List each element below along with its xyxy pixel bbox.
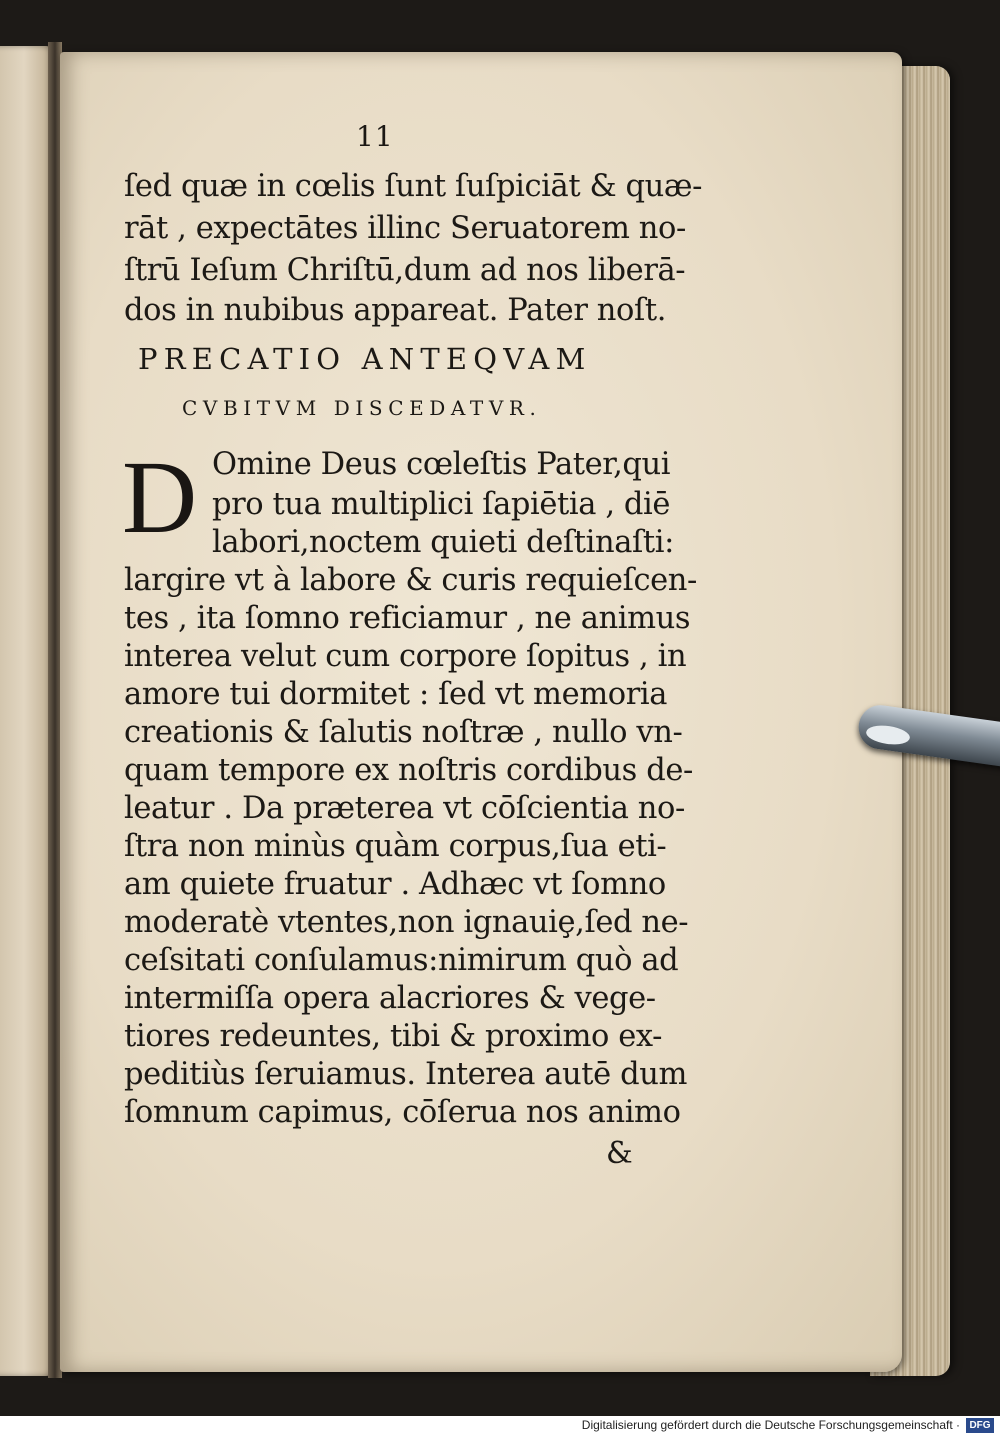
text-line: intermiſſa opera alacriores & vege- (124, 981, 656, 1016)
text-line: ſed quæ in cœlis ſunt ſuſpiciāt & quæ- (124, 169, 703, 204)
text-line: ceſsitati conſulamus:nimirum quò ad (124, 943, 679, 978)
text-line: creationis & ſalutis noſtræ , nullo vn- (124, 715, 683, 750)
drop-cap-initial: D (122, 440, 198, 555)
left-page-edge (0, 46, 52, 1376)
prayer-heading: PRECATIO ANTEQVAM (138, 342, 592, 376)
footer-bar (0, 1416, 1000, 1436)
text-line: peditiùs ſeruiamus. Interea autē dum (124, 1057, 687, 1092)
text-line: dos in nubibus appareat. Pater noſt. (124, 293, 667, 328)
text-line: tiores redeuntes, tibi & proximo ex- (124, 1019, 663, 1054)
text-line: am quiete fruatur . Adhæc vt ſomno (124, 867, 666, 902)
text-line: amore tui dormitet : ſed vt memoria (124, 677, 668, 712)
text-line: ſtra non minùs quàm corpus,ſua eti- (124, 829, 667, 864)
text-line: labori,noctem quieti deſtinaſti: (212, 525, 675, 560)
text-line: leatur . Da præterea vt cōſcientia no- (124, 791, 685, 826)
funding-credit: Digitalisierung gefördert durch die Deutsche Forschungsgemeinschaft · (581, 1418, 960, 1432)
text-line: moderatè vtentes,non ignauiȩ,ſed ne- (124, 905, 689, 940)
catchword: & (606, 1136, 633, 1171)
text-line: Omine Deus cœleſtis Pater,qui (212, 447, 671, 482)
text-line: pro tua multiplici ſapiētia , diē (212, 487, 671, 522)
text-line: quam tempore ex noſtris cordibus de- (124, 753, 693, 788)
text-line: rāt , expectātes illinc Seruatorem no- (124, 211, 686, 246)
text-line: interea velut cum corpore ſopitus , in (124, 639, 687, 674)
text-line: largire vt à labore & curis requieſcen- (124, 563, 697, 598)
page-number: 11 (356, 120, 394, 153)
text-line: ſtrū Ieſum Chriſtū,dum ad nos liberā- (124, 253, 686, 288)
text-line: ſomnum capimus, cōſerua nos animo (124, 1095, 681, 1130)
prayer-subheading: CVBITVM DISCEDATVR. (182, 396, 542, 420)
text-line: tes , ita ſomno reficiamur , ne animus (124, 601, 691, 636)
dfg-logo: DFG (966, 1418, 994, 1433)
